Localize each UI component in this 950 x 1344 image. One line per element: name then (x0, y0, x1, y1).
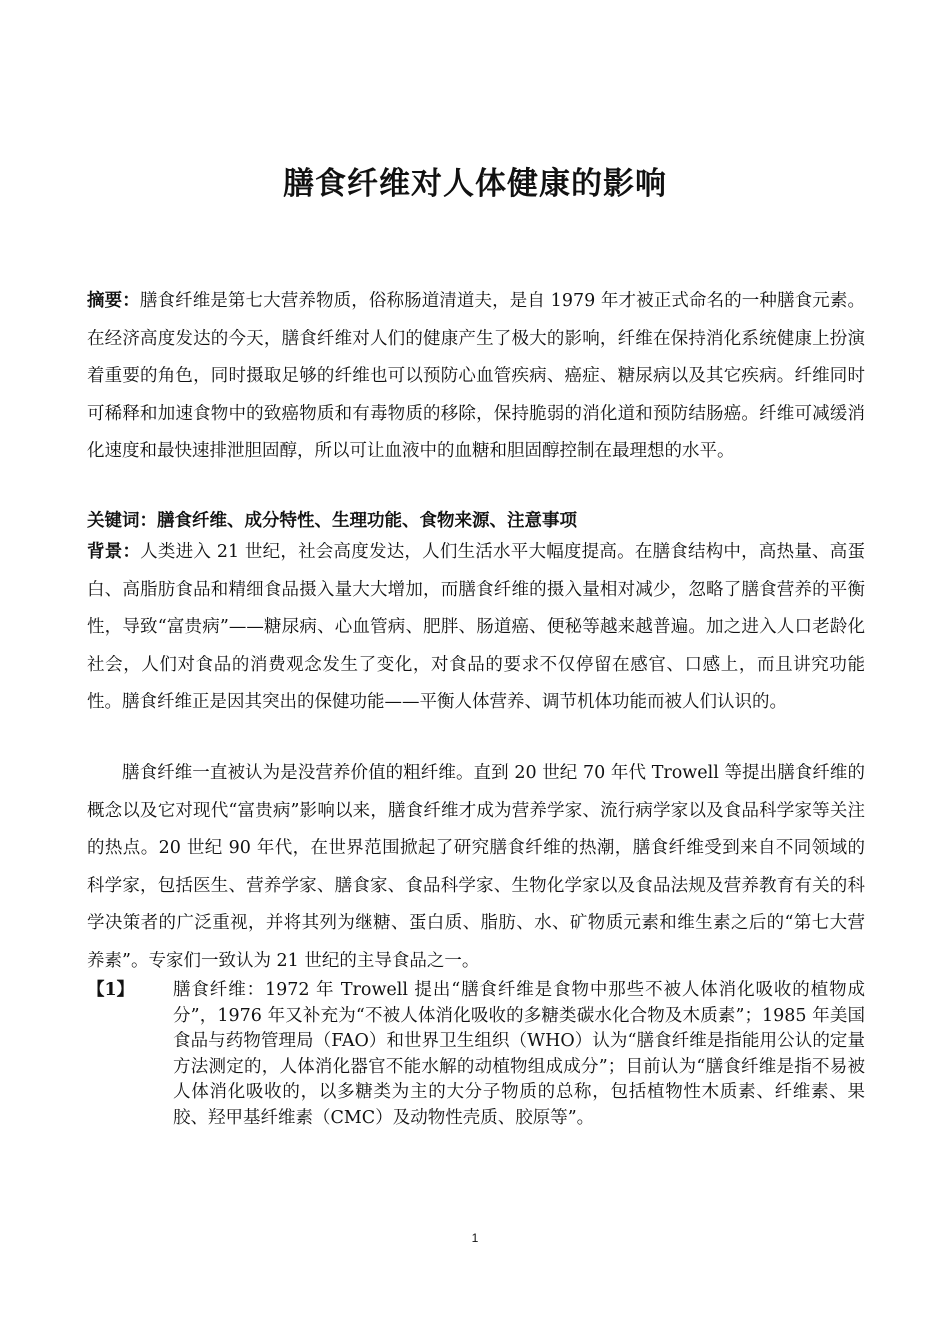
page-number: 1 (471, 1231, 479, 1245)
background-paragraph (87, 534, 865, 722)
abstract-label: 摘要： (87, 291, 140, 311)
reference-item (87, 978, 865, 1132)
background-label: 背景： (87, 542, 141, 562)
background-text: 人类进入 21 世纪，社会高度发达，人们生活水平大幅度提高。在膳食结构中，高热量、高蛋白、高脂肪食品和精细食品摄入量大大增加，而膳食纤维的摄入量相对减少，忽略了膳食营养的平衡性，导致“富贵病”——糖尿病、心血管病、肥胖、肠道癌、便秘等越来越普遍。加之进入人口老龄化社会，人们对食品的消费观念发生了变化，对食品的要求不仅停留在感官、口感上，而且讲究功能性。膳食纤维正是因其突出的保健功能——平衡人体营养、调节机体功能而被人们认识的。 (87, 542, 866, 712)
body-paragraph: 膳食纤维一直被认为是没营养价值的粗纤维。直到 20 世纪 70 年代 Trowell 等提出膳食纤维的概念以及它对现代“富贵病”影响以来，膳食纤维才成为营养学家、流行病学家以及食品科学家等关注的热点。20 世纪 90 年代，在世界范围掀起了研究膳食纤维的热潮，膳食纤维受到来自不同领域的科学家，包括医生、营养学家、膳食家、食品科学家、生物化学家以及食品法规及营养教育有关的科学决策者的广泛重视，并将其列为继糖、蛋白质、脂肪、水、矿物质元素和维生素之后的“第七大营养素”。专家们一致认为 21 世纪的主导食品之一。 (87, 763, 865, 971)
reference-number: 【1】 (87, 980, 135, 1000)
keywords-line: 关键词：膳食纤维、成分特性、生理功能、食物来源、注意事项 (87, 511, 577, 531)
reference-text: 膳食纤维：1972 年 Trowell 提出“膳食纤维是食物中那些不被人体消化吸收的植物成分”，1976 年又补充为“不被人体消化吸收的多糖类碳水化合物及木质素”；1985 年美国食品与药物管理局（FAO）和世界卫生组织（WHO）认为“膳食纤维是指能用公认的定量方法测定的，人体消化器官不能水解的动植物组成成分”；目前认为“膳食纤维是指不易被人体消化吸收的，以多糖类为主的大分子物质的总称，包括植物性木质素、纤维素、果胶、羟甲基纤维素（CMC）及动物性壳质、胶原等”。 (173, 980, 865, 1128)
abstract-paragraph (87, 283, 865, 471)
abstract-text: 膳食纤维是第七大营养物质，俗称肠道清道夫，是自 1979 年才被正式命名的一种膳食元素。在经济高度发达的今天，膳食纤维对人们的健康产生了极大的影响，纤维在保持消化系统健康上扮演着重要的角色，同时摄取足够的纤维也可以预防心血管疾病、癌症、糖尿病以及其它疾病。纤维同时可稀释和加速食物中的致癌物质和有毒物质的移除，保持脆弱的消化道和预防结肠癌。纤维可减缓消化速度和最快速排泄胆固醇，所以可让血液中的血糖和胆固醇控制在最理想的水平。 (87, 291, 866, 461)
document-title: 膳食纤维对人体健康的影响 (283, 166, 667, 202)
